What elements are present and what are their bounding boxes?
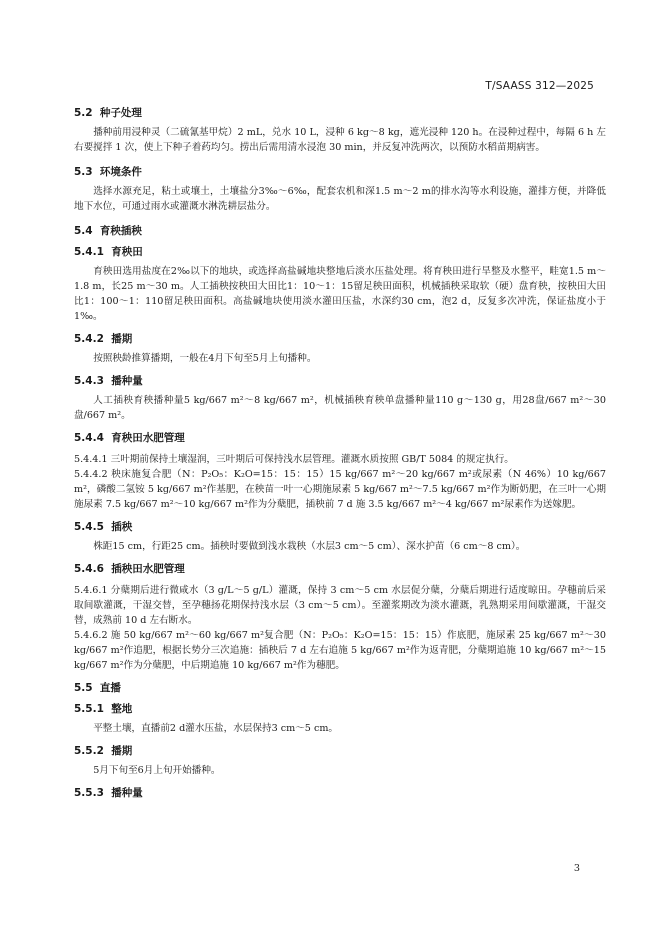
- document-body: [74, 106, 606, 801]
- paragraph: 按照秧龄推算播期，一般在4月下旬至5月上旬播种。: [93, 353, 317, 364]
- subsection-heading: 5.5.1 整地: [74, 703, 133, 715]
- page-number: 3: [573, 863, 580, 874]
- section-heading: 5.2 种子处理: [74, 107, 142, 119]
- clause-5-4-6-1: 5.4.6.1 分蘖期后进行微咸水（3 g/L～5 g/L）灌溉，保持 3 cm～5 cm 水层促分蘖，分蘖后期进行适度晾田。孕穗前后采取间歇灌溉，干湿交替，至孕穗扬花期保持浅水层（3 cm～5 cm）。至灌浆期改为淡水灌溉，乳熟期采用间歇灌溉，干湿交替，成熟前 10 d 左右断水。: [74, 585, 606, 626]
- section-heading-5-5: 5.5 直播: [74, 682, 121, 694]
- section-heading: 5.3 环境条件: [74, 166, 142, 178]
- paragraph: 育秧田选用盐度在2‰以下的地块，或选择高盐碱地块整地后淡水压盐处理。将育秧田进行旱整及水整平，畦宽1.5 m～1.8 m，长25 m～30 m。人工插秧按秧田大田比1：10～1：15留足秧田面积，机械插秧采取软（硬）盘育秧，按秧田大田比1：100～1：110留足秧田面积。高盐碱地块使用淡水灌田压盐，水深约30 cm，泡2 d，反复多次冲洗，保证盐度小于1‰。: [74, 266, 606, 322]
- subsection-heading: 5.4.1 育秧田: [74, 246, 143, 258]
- paragraph: 选择水源充足，粘土或壤土，土壤盐分3‰～6‰，配套农机和深1.5 m～2 m的排水沟等水利设施，灌排方便，并降低地下水位，可通过雨水或灌溉水淋洗耕层盐分。: [74, 186, 606, 212]
- standard-code: T/SAASS 312—2025: [485, 80, 594, 92]
- section-5-4-6: [74, 562, 606, 673]
- paragraph: 人工插秧育秧播种量5 kg/667 m²～8 kg/667 m²，机械插秧育秧单盘播种量110 g～130 g，用28盘/667 m²～30盘/667 m²。: [74, 395, 606, 421]
- subsection-heading: 5.4.6 插秧田水肥管理: [74, 563, 185, 575]
- clause-5-4-4-2: 5.4.4.2 秧床施复合肥（N：P₂O₅：K₂O=15：15：15）15 kg/667 m²～20 kg/667 m²或尿素（N 46%）10 kg/667 m²，磷酸二氢铵 5 kg/667 m²作基肥，在秧苗一叶一心期施尿素 5 kg/667 m²～7.5 kg/667 m²作为断奶肥，在三叶一心期施尿素 7.5 kg/667 m²～10 kg/667 m²作为分蘖肥，插秧前 7 d 施 3.5 kg/667 m²～4 kg/667 m²尿素作为送嫁肥。: [74, 469, 606, 510]
- paragraph: 株距15 cm，行距25 cm。插秧时要做到浅水栽秧（水层3 cm～5 cm）、深水护苗（6 cm～8 cm）。: [93, 541, 526, 552]
- section-5-4-4: [74, 431, 606, 512]
- paragraph: 平整土壤，直播前2 d灌水压盐，水层保持3 cm～5 cm。: [93, 723, 339, 734]
- section-5-3: [74, 165, 606, 214]
- section-5-2: [74, 106, 606, 155]
- subsection-heading: 5.4.3 播种量: [74, 375, 143, 387]
- subsection-heading: 5.5.2 播期: [74, 745, 133, 757]
- clause-5-4-6-2: 5.4.6.2 施 50 kg/667 m²～60 kg/667 m²复合肥（N：P₂O₅：K₂O=15：15：15）作底肥，施尿素 25 kg/667 m²～30 kg/667 m²作追肥，根据长势分三次追施：插秧后 7 d 左右追施 5 kg/667 m²作为返青肥，分蘖期追施 10 kg/667 m²～15 kg/667 m²作为分蘖肥，中后期追施 10 kg/667 m²作为穗肥。: [74, 630, 606, 671]
- section-5-4-3: [74, 374, 606, 423]
- section-heading-5-4: 5.4 育秧插秧: [74, 225, 142, 237]
- section-5-4-2: [74, 332, 606, 366]
- paragraph: 5月下旬至6月上旬开始播种。: [93, 765, 221, 776]
- subsection-heading: 5.4.5 插秧: [74, 521, 133, 533]
- section-5-5-2: [74, 744, 606, 778]
- subsection-heading: 5.4.2 播期: [74, 333, 133, 345]
- section-5-4-1: [74, 245, 606, 324]
- section-5-4-5: [74, 520, 606, 554]
- paragraph: 播种前用浸种灵（二硫氰基甲烷）2 mL，兑水 10 L，浸种 6 kg～8 kg，遮光浸种 120 h。在浸种过程中，每隔 6 h 左右要搅拌 1 次，使上下种子着药均匀。捞出后需用清水浸泡 30 min，并反复冲洗两次，以预防水稻苗期病害。: [74, 127, 606, 153]
- subsection-heading: 5.4.4 育秧田水肥管理: [74, 432, 185, 444]
- clause-5-4-4-1: 5.4.4.1 三叶期前保持土壤湿润，三叶期后可保持浅水层管理。灌溉水质按照 GB/T 5084 的规定执行。: [74, 454, 514, 465]
- section-5-5-1: [74, 702, 606, 736]
- subsection-heading-5-5-3: 5.5.3 播种量: [74, 787, 143, 799]
